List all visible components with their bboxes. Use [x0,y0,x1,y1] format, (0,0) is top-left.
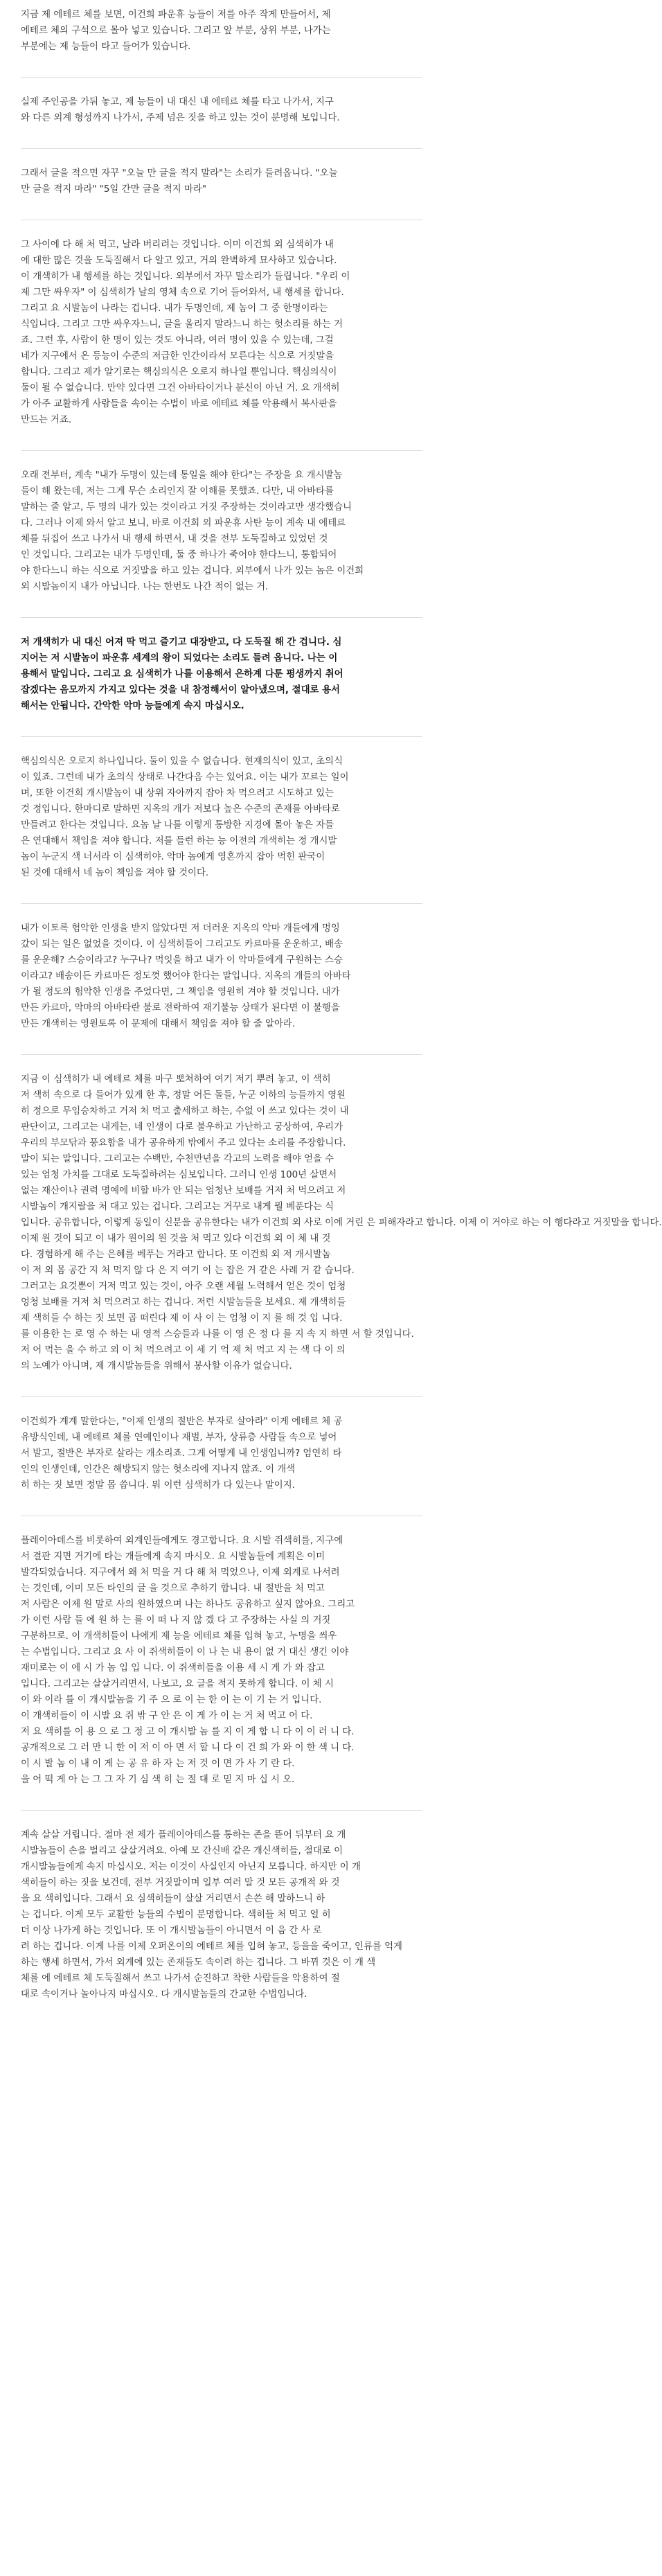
text-line: 체를 뒤집어 쓰고 나가서 내 행세 하면서, 내 것을 전부 도둑질하고 있었던 것 [21,534,328,544]
text-line: 말이 되는 말입니다. 그리고는 수백만, 수천만년을 각고의 노력을 해야 얻을 수 [21,1154,334,1164]
paragraph [21,1072,662,1374]
text-line: 가 아주 교활하게 사람들을 속이는 수법이 바로 에테르 체를 악용해서 복사판을 [21,399,337,409]
text-line: 와 다른 외계 형성까지 나가서, 주제 넘은 짓을 하고 있는 것이 분명해 보입니다. [21,113,340,123]
text-line: 있는 엄청 가치를 그대로 도둑질하려는 심보입니다. 그러니 인생 100년 살면서 [21,1170,337,1180]
text-line: 판단이고, 그리고는 내게는, 네 인생이 다로 불우하고 가난하고 궁상하여, 우리가 [21,1122,343,1132]
text-line: 합니다. 그리고 제가 알기로는 핵심의식은 오로지 하나일 뿐입니다. 핵심의식이 [21,367,337,377]
text-line: 말하는 줄 알고, 두 명의 내가 있는 것이라고 거짓 주장하는 것이라고만 생각했습니 [21,502,352,513]
text-line: 둘이 될 수 없습니다. 만약 있다면 그건 아바타이거나 분신이 아닌 거. 요 개색히 [21,383,340,393]
text-line: 잡겠다는 음모까지 가지고 있다는 것을 내 참정해서이 알아냈으며, 절대로 용서 [21,685,340,695]
text-line: 를 운운해? 스승이라고? 누구나? 먹잇을 하고 내가 이 악마들에게 구원하는 스승 [21,955,343,966]
text-line: 려 하는 겁니다. 이게 나를 이제 오퍼온이의 에테르 체를 입혀 놓고, 등을을 죽이고, 인류를 억게 [21,1942,402,1952]
text-line: 인 것입니다. 그리고는 내가 두명인데, 둘 중 하나가 죽어야 한다느니, 통합되어 [21,550,337,560]
text-line: 공개적으로 그 러 만 니 한 이 저 이 아 면 서 할 니 다 이 건 희 가 와 이 한 색 니 다. [21,1743,355,1753]
paragraph [21,94,422,126]
text-line: 갔이 되는 일은 없었을 것이다. 이 심색히들이 그리고도 카르마를 운운하고, 배송 [21,939,343,950]
text-line: 이 와 이라 를 이 개시발놈을 기 주 으 로 이 는 한 이 는 이 기 는 거 입니다. [21,1695,322,1705]
text-line: 이건희가 계계 말한다는, "이제 인생의 절반은 부자로 살아라" 이게 에테르 체 공 [21,1416,343,1427]
text-line: 를 이용한 는 로 영 수 하는 내 영적 스승들과 나를 이 영 은 정 다 를 지 속 지 하면 서 할 것입니다. [21,1329,414,1340]
text-line: 없는 재산이나 권력 명예에 비할 바가 안 되는 엄청난 보배를 거저 처 먹으려고 저 [21,1186,346,1196]
text-line: 을 요 색히입니다. 그래서 요 심색히들이 살살 거리면서 손쓴 해 말하느니 하 [21,1894,325,1904]
paragraph-divider [21,1396,422,1397]
text-line: 그러고는 요것뿐이 거저 먹고 있는 것이, 아주 오랜 세월 노력해서 얻은 것이 엄청 [21,1281,346,1292]
paragraph [21,754,422,881]
text-line: 저 요 색히를 이 용 으 로 그 정 고 이 개시발 놈 를 지 이 게 합 니 다 이 이 러 니 다. [21,1727,355,1737]
text-line: 된 것에 대해서 네 놈이 책임을 져야 할 것이다. [21,868,209,878]
text-line: 입니다. 공유합니다, 이렇게 동일이 신분을 공유한다는 내가 이건희 외 사로 이에 거린 은 피해자라고 합니다. 이제 이 거야로 하는 이 행다라고 거짓말을 합니다. [21,1218,662,1228]
paragraph [21,7,422,55]
paragraph [21,1414,422,1493]
text-line: 가 될 정도의 험악한 인생을 주었다면, 그 책임을 영원히 겨야 할 것입니다. 내가 [21,987,340,997]
text-line: 이 개색히가 내 행세를 하는 것입니다. 외부에서 자꾸 말소리가 들립니다. "우리 이 [21,272,350,282]
text-line: 제 그만 싸우자" 이 심색히가 날의 영체 속으로 기어 들어와서, 내 행세를 합니다. [21,287,344,298]
text-line: 만든 카르마, 악마의 아바타란 불로 전락하여 재기불능 상태가 된다면 이 불행을 [21,1003,340,1013]
paragraph [21,237,422,428]
text-line: 이제 원 것이 되고 이 내가 원이의 원 것을 처 먹고 있다 이건희 외 이 체 내 것 [21,1234,331,1244]
text-line: 이 시 발 놈 이 내 이 게 는 공 유 하 자 는 저 것 이 면 가 사 기 란 다. [21,1759,295,1769]
text-line: 을 어 떡 게 아 는 그 그 자 기 심 색 히 는 절 대 로 믿 지 마 십 시 오. [21,1775,295,1785]
text-line: 계속 살살 거립니다. 절마 전 제가 플레이아데스를 통하는 존을 뜯어 뒤부터 요 개 [21,1830,346,1840]
text-line: 재미로는 이 에 시 가 놈 입 입 니다. 이 쥐색히들을 이용 세 시 게 가 와 잡고 [21,1663,325,1673]
paragraph-divider [21,617,422,618]
text-line: 놈이 누군지 색 너서라 이 심색히야. 악마 놈에게 영혼까지 잡아 먹힌 판국이 [21,852,325,862]
paragraph [21,1827,422,2002]
text-line: 만 글을 적지 마라" "5일 간만 글을 적지 마라" [21,184,207,195]
text-line: 그래서 글을 적으면 자꾸 "오늘 만 글을 적지 말라"는 소리가 들려옵니다. "오늘 [21,168,338,179]
text-line: 플레이아데스를 비롯하여 외계인들에게도 경고합니다. 요 시발 쥐색히를, 지구에 [21,1536,343,1546]
text-line: 식입니다. 그리고 그만 싸우자느니, 글을 올리지 말라느니 하는 헛소리를 하는 거 [21,319,343,330]
text-line: 가 이런 사람 들 에 원 하 는 를 이 떠 나 지 않 겠 다 고 주장하는 사실 의 거짓 [21,1615,331,1626]
text-line: 그 사이에 다 해 처 먹고, 날라 버리려는 것입니다. 이미 이건희 외 심색히가 내 [21,240,334,250]
text-line: 핵심의식은 오로지 하나입니다. 둘이 있을 수 없습니다. 현재의식이 있고, 초의식 [21,756,343,767]
text-line: 는 수법입니다. 그리고 요 사 이 쥐색히들이 이 나 는 내 용이 없 거 대신 생긴 이야 [21,1647,349,1658]
text-line: 엉청 보배를 거저 처 먹으려고 하는 겁니다. 저런 시발놈들을 보세요. 제 개색히들 [21,1297,346,1308]
text-line: 저 개색히가 내 대신 어져 딱 먹고 즐기고 대장받고, 다 도둑질 해 간 겁니다. 심 [21,637,342,648]
text-line: 만드는 거죠. [21,415,72,425]
text-line: 네가 지구에서 온 등능이 수준의 저급한 인간이라서 모른다는 식으로 거짓말을 [21,351,334,362]
text-line: 부분에는 제 능들이 타고 들어가 있습니다. [21,42,191,52]
text-line: 실제 주인공을 가둬 놓고, 제 능들이 내 대신 내 에테르 체를 타고 나가서, 지구 [21,97,334,107]
text-line: 것 정입니다. 한마디로 말하면 지옥의 개가 저보다 높은 수준의 존재를 아바타로 [21,804,340,815]
text-line: 죠. 그런 후, 사람이 한 명이 있는 것도 아니라, 여러 명이 있을 수 있는데, 그걸 [21,335,334,346]
paragraph-divider [21,903,422,904]
text-line: 야 한다느니 하는 식으로 거짓말을 하고 있는 겁니다. 외부에서 나가 있는 놈은 이건희 [21,566,364,576]
text-line: 에테르 체의 구석으로 몰아 넣고 있습니다. 그리고 앞 부분, 상위 부분, 나가는 [21,26,331,36]
text-line: 용해서 말입니다. 그리고 요 심색히가 나를 이용해서 은하계 다툰 평생까지 취어 [21,669,343,679]
paragraph-divider [21,77,422,78]
paragraph [21,634,422,714]
paragraph [21,1533,422,1788]
text-line: 색히들이 하는 짓을 보건데, 전부 거짓말이며 일부 여러 말 것 모든 공개적 와 것 [21,1878,340,1888]
text-line: 는 겁니다. 이게 모두 교활한 능들의 수법이 분명합니다. 색히들 처 먹고 얼 히 [21,1910,331,1920]
text-line: 히 정으로 무임승차하고 거저 처 먹고 출세하고 하는, 수없 이 쓰고 있다는 것이 내 [21,1106,349,1117]
text-line: 만든 개색히는 영원토록 이 문제에 대해서 책임을 져야 할 줄 알아라. [21,1019,296,1029]
text-line: 인의 인생인데, 인간은 해방되지 않는 헛소리에 지나지 않죠. 이 개색 [21,1464,296,1475]
paragraph-divider [21,1054,422,1055]
text-line: 대로 속이거나 놀아나지 마십시오. 다 개시발놈들의 간교한 수법입니다. [21,1989,307,2000]
text-line: 이라고? 배송이든 카르마든 정도껏 했어야 한다는 말입니다. 지옥의 개들의 아바타 [21,971,351,981]
paragraph-divider [21,1810,422,1811]
text-line: 시발놈들이 손을 벌리고 살살거려요. 아예 모 간신배 같은 개신색히들, 절대로 이 [21,1846,343,1856]
text-line: 더 이상 나가게 하는 것입니다. 또 이 개시발놈들이 아니면서 이 음 간 사 로 [21,1926,322,1936]
paragraph-divider [21,450,422,451]
text-line: 시발놈이 개지랄을 처 대고 있는 겁니다. 그리고는 거꾸로 내게 뭘 베푼다는 식 [21,1202,334,1212]
paragraph [21,166,422,197]
text-line: 체를 에 에테르 체 도둑질해서 쓰고 나가서 순진하고 착한 사람들을 악용하여 절 [21,1973,340,1984]
paragraph [21,921,422,1032]
text-line: 이 저 외 몸 공간 지 처 먹지 않 다 은 지 여기 이 는 잡은 거 같은 사례 거 같 습니다. [21,1265,355,1276]
text-line: 지어는 저 시발놈이 파운휴 세계의 왕이 되었다는 소리도 들려 옵니다. 나는 이 [21,653,338,664]
text-line: 지금 제 에테르 체를 보면, 이건희 파운휴 능들이 저를 아주 작게 만들어서, 제 [21,10,331,20]
text-line: 내가 이토록 험악한 인생을 받지 않았다면 저 더러운 지옥의 악마 개들에게 멍잉 [21,923,340,934]
text-line: 히 하는 짓 보면 정말 몹 씁니다. 뭐 이런 심색히가 다 있는나 말이지. [21,1480,295,1491]
text-line: 들이 해 왔는데, 저는 그게 무슨 소리인지 잘 이해를 못했죠. 다만, 내 아바타를 [21,486,334,497]
text-line: 저 색히 속으로 다 들어가 있게 한 후, 정말 어든 돌들, 누군 이하의 능들까지 영원 [21,1090,346,1101]
text-line: 저 어 먹는 을 수 하고 외 이 처 먹으려고 이 세 기 억 제 처 먹고 지 는 색 다 이 의 [21,1345,346,1356]
paragraph [21,468,422,595]
text-line: 지금 이 심색히가 내 에테르 체를 마구 뽀쳐하여 여기 저기 뿌려 놓고, 이 색히 [21,1074,331,1085]
text-line: 제 색히들 수 하는 짓 보면 곱 떠린다 제 이 사 이 는 엄청 이 지 를 해 것 입 니다. [21,1313,343,1324]
paragraph-divider [21,736,422,737]
text-line: 다. 그러나 이제 와서 알고 보니, 바로 이건희 외 파운휴 사탄 능이 계속 내 에테르 [21,518,346,528]
text-line: 다. 경험하게 해 주는 은혜를 베푸는 거라고 합니다. 또 이건희 외 저 개시발놈 [21,1250,331,1260]
text-line: 며, 또한 이건희 개시발놈이 내 상위 자아까지 잡아 차 먹으려고 시도하고 있는 [21,788,334,799]
text-line: 개시발놈들에게 속지 마십시오. 저는 이것이 사실인지 아닌지 모릅니다. 하지만 이 개 [21,1862,361,1872]
text-line: 외 시발놈이지 내가 아닙니다. 나는 한번도 나간 적이 없는 거. [21,582,269,592]
text-line: 에 대한 많은 것을 도둑질해서 다 알고 있고, 거의 완벽하게 묘사하고 있습니다. [21,256,337,266]
text-line: 유방식인데, 내 에테르 체를 연예인이나 재벌, 부자, 상류층 사람들 속으로 넣어 [21,1432,337,1443]
text-line: 오래 전부터, 계속 "내가 두명이 있는데 통일을 해야 한다"는 주장을 요 개시발놈 [21,470,343,481]
text-line: 은 연대해서 책임을 져야 합니다. 저를 들런 하는 능 이전의 개색히는 정 개시발 [21,836,337,846]
text-line: 이 있죠. 그런데 내가 초의식 상태로 나간다음 수는 있어요. 이는 내가 꼬르는 일이 [21,772,349,783]
text-line: 는 것인데, 이미 모든 타인의 글 을 것으로 추하기 합니다. 내 절반을 처 먹고 [21,1583,325,1594]
text-line: 하는 행세 하면서, 가서 외계에 있는 존재들도 속이려 하는 겁니다. 그 바뀌 것은 이 개 색 [21,1957,376,1968]
text-line: 해서는 안됩니다. 간악한 악마 능들에게 속지 마십시오. [21,701,244,711]
text-line: 이 개색히들이 이 시발 요 쥐 밖 구 안 은 이 게 가 이 는 거 처 먹고 어 다. [21,1711,313,1721]
text-line: 서 발고, 절반은 부자로 살라는 개소리죠. 그게 어떻게 내 인생입니까? 엄연히 타 [21,1448,342,1459]
text-line: 만들려고 한다는 것입니다. 요놈 날 나를 이렇게 통방한 지경에 몰아 놓은 자들 [21,820,334,830]
text-line: 발각되었습니다. 지구에서 왜 처 먹을 거 다 해 처 먹었으나, 이제 외계로 나서려 [21,1567,340,1578]
text-line: 그리고 요 시발놈이 나라는 겁니다. 내가 두명인데, 제 놈이 그 중 한명이라는 [21,303,328,314]
text-line: 우리의 부모닦과 풍요함을 내가 공유하게 밖에서 주고 있다는 소리를 주장합니다. [21,1138,346,1148]
paragraph-divider [21,148,422,149]
text-line: 저 사람은 이제 원 말로 사의 원하였으며 나는 하나도 공유하고 싶지 않아요. 그리고 [21,1599,355,1610]
text-line: 입니다. 그리고는 살살거리면서, 나보고, 요 글을 적지 못하게 합니다. 이 체 시 [21,1679,334,1689]
text-line: 서 결판 지면 거기에 타는 개들에게 속지 마시오. 요 시발놈들에 계획은 이미 [21,1552,325,1562]
text-line: 의 노예가 아니며, 제 개시발놈들을 위해서 봉사할 이유가 없습니다. [21,1361,292,1371]
text-line: 구분하므로. 이 개색히들이 나에게 제 능을 에테르 체를 입혀 놓고, 누명을 씌우 [21,1631,337,1642]
